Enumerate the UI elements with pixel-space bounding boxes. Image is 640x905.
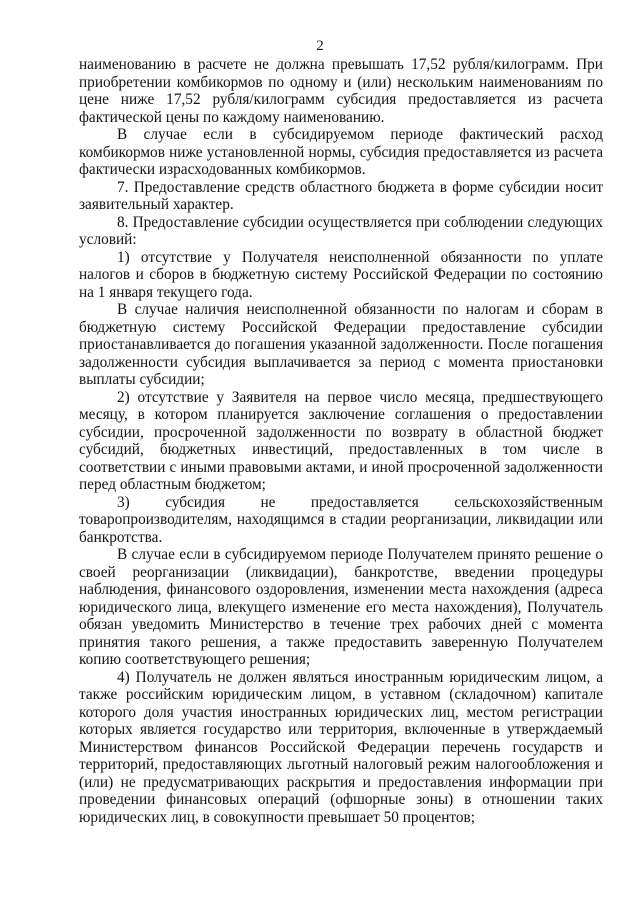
paragraph-continuation: наименованию в расчете не должна превышать 17,52 рубля/килограмм. При приобретении комбикормов по одному и (или) нескольким наименованиям по цене ниже 17,52 рубля/килограмм субсидия предоставляется из расчета фактической цены по каждому наименованию. (79, 56, 603, 126)
paragraph-condition-1: 1) отсутствие у Получателя неисполненной обязанности по уплате налогов и сборов в бюджетную систему Российской Федерации по состоянию на 1 января текущего года. (79, 248, 603, 301)
paragraph-condition-3: 3) субсидия не предоставляется сельскохозяйственным товаропроизводителям, находящимся в стадии реорганизации, ликвидации или банкротства. (79, 493, 603, 546)
paragraph-item-7: 7. Предоставление средств областного бюджета в форме субсидии носит заявительный характер. (79, 178, 603, 213)
paragraph: В случае если в субсидируемом периоде фактический расход комбикормов ниже установленной нормы, субсидия предоставляется из расчета фактически израсходованных комбикормов. (79, 126, 603, 178)
page-number: 2 (316, 38, 324, 54)
paragraph-item-8: 8. Предоставление субсидии осуществляется при соблюдении следующих условий: (79, 213, 603, 248)
paragraph-condition-2: 2) отсутствие у Заявителя на первое число месяца, предшествующего месяцу, в котором планируется заключение соглашения о предоставлении субсидии, просроченной задолженности по возврату в областной бюджет субсидий, бюджетных инвестиций, предоставленных в том числе в соответствии с иными правовыми актами, и иной просроченной задолженности перед областным бюджетом; (79, 388, 603, 493)
document-body (79, 56, 603, 826)
paragraph: В случае наличия неисполненной обязанности по налогам и сборам в бюджетную систему Российской Федерации предоставление субсидии приостанавливается до погашения указанной задолженности. После погашения задолженности субсидия выплачивается за период с момента приостановки выплаты субсидии; (79, 301, 603, 388)
paragraph: В случае если в субсидируемом периоде Получателем принято решение о своей реорганизации (ликвидации), банкротстве, введении процедуры наблюдения, финансового оздоровления, изменении места нахождения (адреса юридического лица, влекущего изменение его места нахождения), Получатель обязан уведомить Министерство в течение трех рабочих дней с момента принятия такого решения, а также предоставить заверенную Получателем копию соответствующего решения; (79, 546, 603, 668)
paragraph-condition-4: 4) Получатель не должен являться иностранным юридическим лицом, а также российским юридическим лицом, в уставном (складочном) капитале которого доля участия иностранных юридических лиц, местом регистрации которых является государство или территория, включенные в утверждаемый Министерством финансов Российской Федерации перечень государств и территорий, предоставляющих льготный налоговый режим налогообложения и (или) не предусматривающих раскрытия и предоставления информации при проведении финансовых операций (офшорные зоны) в отношении таких юридических лиц, в совокупности превышает 50 процентов; (79, 668, 603, 826)
